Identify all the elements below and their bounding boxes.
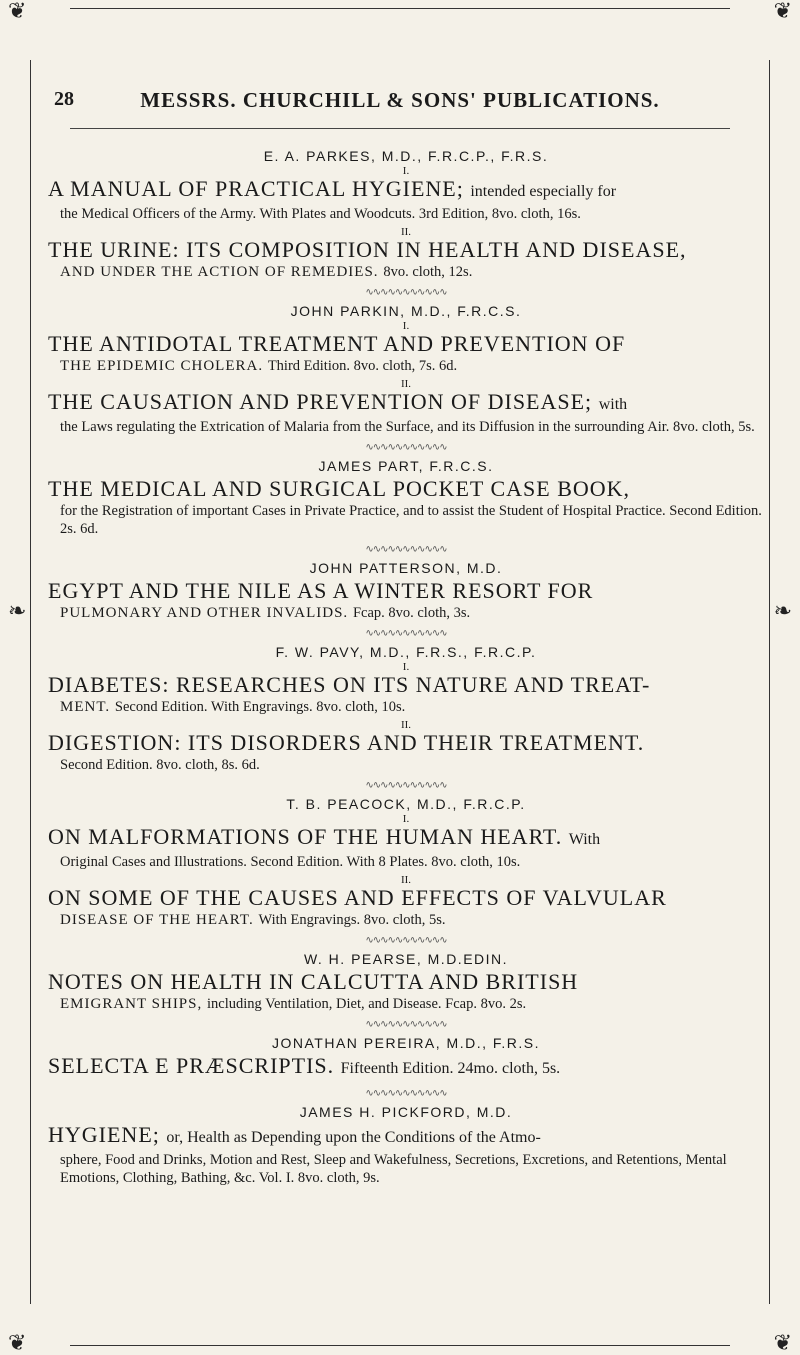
book-number: I. — [402, 813, 410, 825]
book-description — [60, 357, 764, 375]
top-border-rule — [70, 8, 730, 9]
book-title — [48, 331, 764, 357]
corner-ornament-icon: ❦ — [8, 1330, 27, 1355]
book-description — [60, 853, 764, 871]
book-description-text: the Medical Officers of the Army. With Plates and Woodcuts. 3rd Edition, 8vo. cloth, 16s. — [60, 206, 581, 222]
book-title-tail: intended especially for — [470, 183, 617, 200]
separator-rule: ∿∿∿∿∿∿∿∿∿∿∿ — [365, 935, 447, 946]
book-title-text: HYGIENE; — [48, 1122, 160, 1147]
book-number: I. — [402, 661, 410, 673]
author-entry — [48, 458, 764, 538]
right-border-rule — [769, 60, 770, 1304]
author-entry — [48, 951, 764, 1013]
author-entry — [48, 1104, 764, 1187]
book-description-caps: THE EPIDEMIC CHOLERA. — [60, 358, 264, 374]
author-name: T. B. PEACOCK, M.D., F.R.C.P. — [286, 796, 526, 812]
book-description-text: the Laws regulating the Extrication of Malaria from the Surface, and its Diffusion in the surrounding Air. 8vo. cloth, 5s. — [60, 419, 755, 435]
book-description-text: including Ventilation, Diet, and Disease. Fcap. 8vo. 2s. — [207, 996, 527, 1012]
book-description-text: With Engravings. 8vo. cloth, 5s. — [258, 912, 446, 928]
page-title: MESSRS. CHURCHILL & SONS' PUBLICATIONS. — [140, 88, 660, 112]
book-title — [48, 885, 764, 911]
book-description-text: Fcap. 8vo. cloth, 3s. — [352, 605, 471, 621]
separator-rule: ∿∿∿∿∿∿∿∿∿∿∿ — [365, 780, 447, 791]
book-description — [60, 205, 764, 223]
book-title-text: THE MEDICAL AND SURGICAL POCKET CASE BOOK, — [48, 476, 631, 501]
book-title-text: THE CAUSATION AND PREVENTION OF DISEASE; — [48, 389, 593, 414]
book-number: II. — [400, 378, 412, 390]
author-name: JOHN PATTERSON, M.D. — [309, 560, 503, 576]
author-entry — [48, 644, 764, 774]
book-description — [60, 756, 764, 774]
book-description — [60, 698, 764, 716]
book-description — [60, 418, 764, 436]
book-title-text: DIGESTION: ITS DISORDERS AND THEIR TREATMENT. — [48, 730, 645, 755]
separator-rule: ∿∿∿∿∿∿∿∿∿∿∿ — [365, 442, 447, 453]
page-header — [30, 88, 770, 118]
book-title-tail: or, Health as Depending upon the Conditions of the Atmo- — [166, 1129, 541, 1146]
book-title — [48, 176, 764, 205]
book-title — [48, 237, 764, 263]
author-entry — [48, 303, 764, 436]
book-title-text: SELECTA E PRÆSCRIPTIS. — [48, 1053, 335, 1078]
book-title-text: ON MALFORMATIONS OF THE HUMAN HEART. — [48, 824, 563, 849]
corner-ornament-icon: ❦ — [773, 0, 792, 23]
author-name: JONATHAN PEREIRA, M.D., F.R.S. — [272, 1035, 540, 1051]
book-title — [48, 672, 764, 698]
page-number: 28 — [54, 88, 74, 110]
separator-rule: ∿∿∿∿∿∿∿∿∿∿∿ — [365, 287, 447, 298]
book-description-caps: PULMONARY AND OTHER INVALIDS. — [60, 605, 349, 621]
bottom-border-rule — [70, 1345, 730, 1346]
author-name: JOHN PARKIN, M.D., F.R.C.S. — [290, 303, 522, 319]
book-description-text: sphere, Food and Drinks, Motion and Rest, Sleep and Wakefulness, Secretions, Excretions, and Retentions, Mental Emotions, Clothing, Bathing, &c. Vol. I. 8vo. cloth, 9s. — [60, 1152, 727, 1186]
book-title — [48, 1053, 764, 1082]
book-description-text: for the Registration of important Cases in Private Practice, and to assist the Student of Hospital Practice. Second Edition. 2s. 6d. — [60, 503, 762, 537]
book-description-caps: AND UNDER THE ACTION OF REMEDIES. — [60, 264, 379, 280]
separator-rule: ∿∿∿∿∿∿∿∿∿∿∿ — [365, 1088, 447, 1099]
book-description — [60, 263, 764, 281]
separator-rule: ∿∿∿∿∿∿∿∿∿∿∿ — [365, 1019, 447, 1030]
author-name: W. H. PEARSE, M.D.EDIN. — [303, 951, 509, 967]
side-ornament-icon: ❧ — [773, 598, 792, 623]
author-name: JAMES H. PICKFORD, M.D. — [299, 1104, 513, 1120]
book-description-text: Third Edition. 8vo. cloth, 7s. 6d. — [267, 358, 458, 374]
author-name: JAMES PART, F.R.C.S. — [318, 458, 494, 474]
book-title-text: NOTES ON HEALTH IN CALCUTTA AND BRITISH — [48, 969, 579, 994]
author-entry — [48, 1035, 764, 1082]
book-title-text: ON SOME OF THE CAUSES AND EFFECTS OF VALVULAR — [48, 885, 667, 910]
book-description — [60, 1151, 764, 1187]
left-border-rule — [30, 60, 31, 1304]
book-description — [60, 604, 764, 622]
book-title-text: THE ANTIDOTAL TREATMENT AND PREVENTION OF — [48, 331, 626, 356]
corner-ornament-icon: ❦ — [8, 0, 27, 23]
book-description-caps: DISEASE OF THE HEART. — [60, 912, 254, 928]
book-title — [48, 730, 764, 756]
book-description-text: Original Cases and Illustrations. Second Edition. With 8 Plates. 8vo. cloth, 10s. — [60, 854, 521, 870]
book-title-text: THE URINE: ITS COMPOSITION IN HEALTH AND DISEASE, — [48, 237, 687, 262]
separator-rule: ∿∿∿∿∿∿∿∿∿∿∿ — [365, 628, 447, 639]
header-rule — [70, 128, 730, 129]
author-name: E. A. PARKES, M.D., F.R.C.P., F.R.S. — [263, 148, 549, 164]
author-entry — [48, 796, 764, 929]
book-title-tail: Fifteenth Edition. 24mo. cloth, 5s. — [340, 1060, 561, 1077]
book-title-text: DIABETES: RESEARCHES ON ITS NATURE AND TREAT- — [48, 672, 651, 697]
book-title-text: EGYPT AND THE NILE AS A WINTER RESORT FOR — [48, 578, 594, 603]
book-title — [48, 578, 764, 604]
book-number: I. — [402, 320, 410, 332]
book-description — [60, 911, 764, 929]
corner-ornament-icon: ❦ — [773, 1330, 792, 1355]
book-description-caps: EMIGRANT SHIPS, — [60, 996, 203, 1012]
catalogue-list — [48, 142, 764, 1191]
author-entry — [48, 148, 764, 281]
book-description-text: Second Edition. 8vo. cloth, 8s. 6d. — [60, 757, 260, 773]
book-description-caps: MENT. — [60, 699, 111, 715]
side-ornament-icon: ❧ — [8, 598, 27, 623]
book-description — [60, 995, 764, 1013]
book-number: II. — [400, 719, 412, 731]
book-title-tail: With — [568, 831, 601, 848]
book-title — [48, 476, 764, 502]
book-title-text: A MANUAL OF PRACTICAL HYGIENE; — [48, 176, 464, 201]
separator-rule: ∿∿∿∿∿∿∿∿∿∿∿ — [365, 544, 447, 555]
book-description-text: Second Edition. With Engravings. 8vo. cloth, 10s. — [114, 699, 406, 715]
author-entry — [48, 560, 764, 622]
book-number: II. — [400, 874, 412, 886]
book-title-tail: with — [598, 396, 628, 413]
book-title — [48, 389, 764, 418]
book-title — [48, 824, 764, 853]
book-description — [60, 502, 764, 538]
book-title — [48, 969, 764, 995]
book-number: II. — [400, 226, 412, 238]
book-description-text: 8vo. cloth, 12s. — [383, 264, 473, 280]
book-title — [48, 1122, 764, 1151]
book-number: I. — [402, 165, 410, 177]
author-name: F. W. PAVY, M.D., F.R.S., F.R.C.P. — [275, 644, 537, 660]
